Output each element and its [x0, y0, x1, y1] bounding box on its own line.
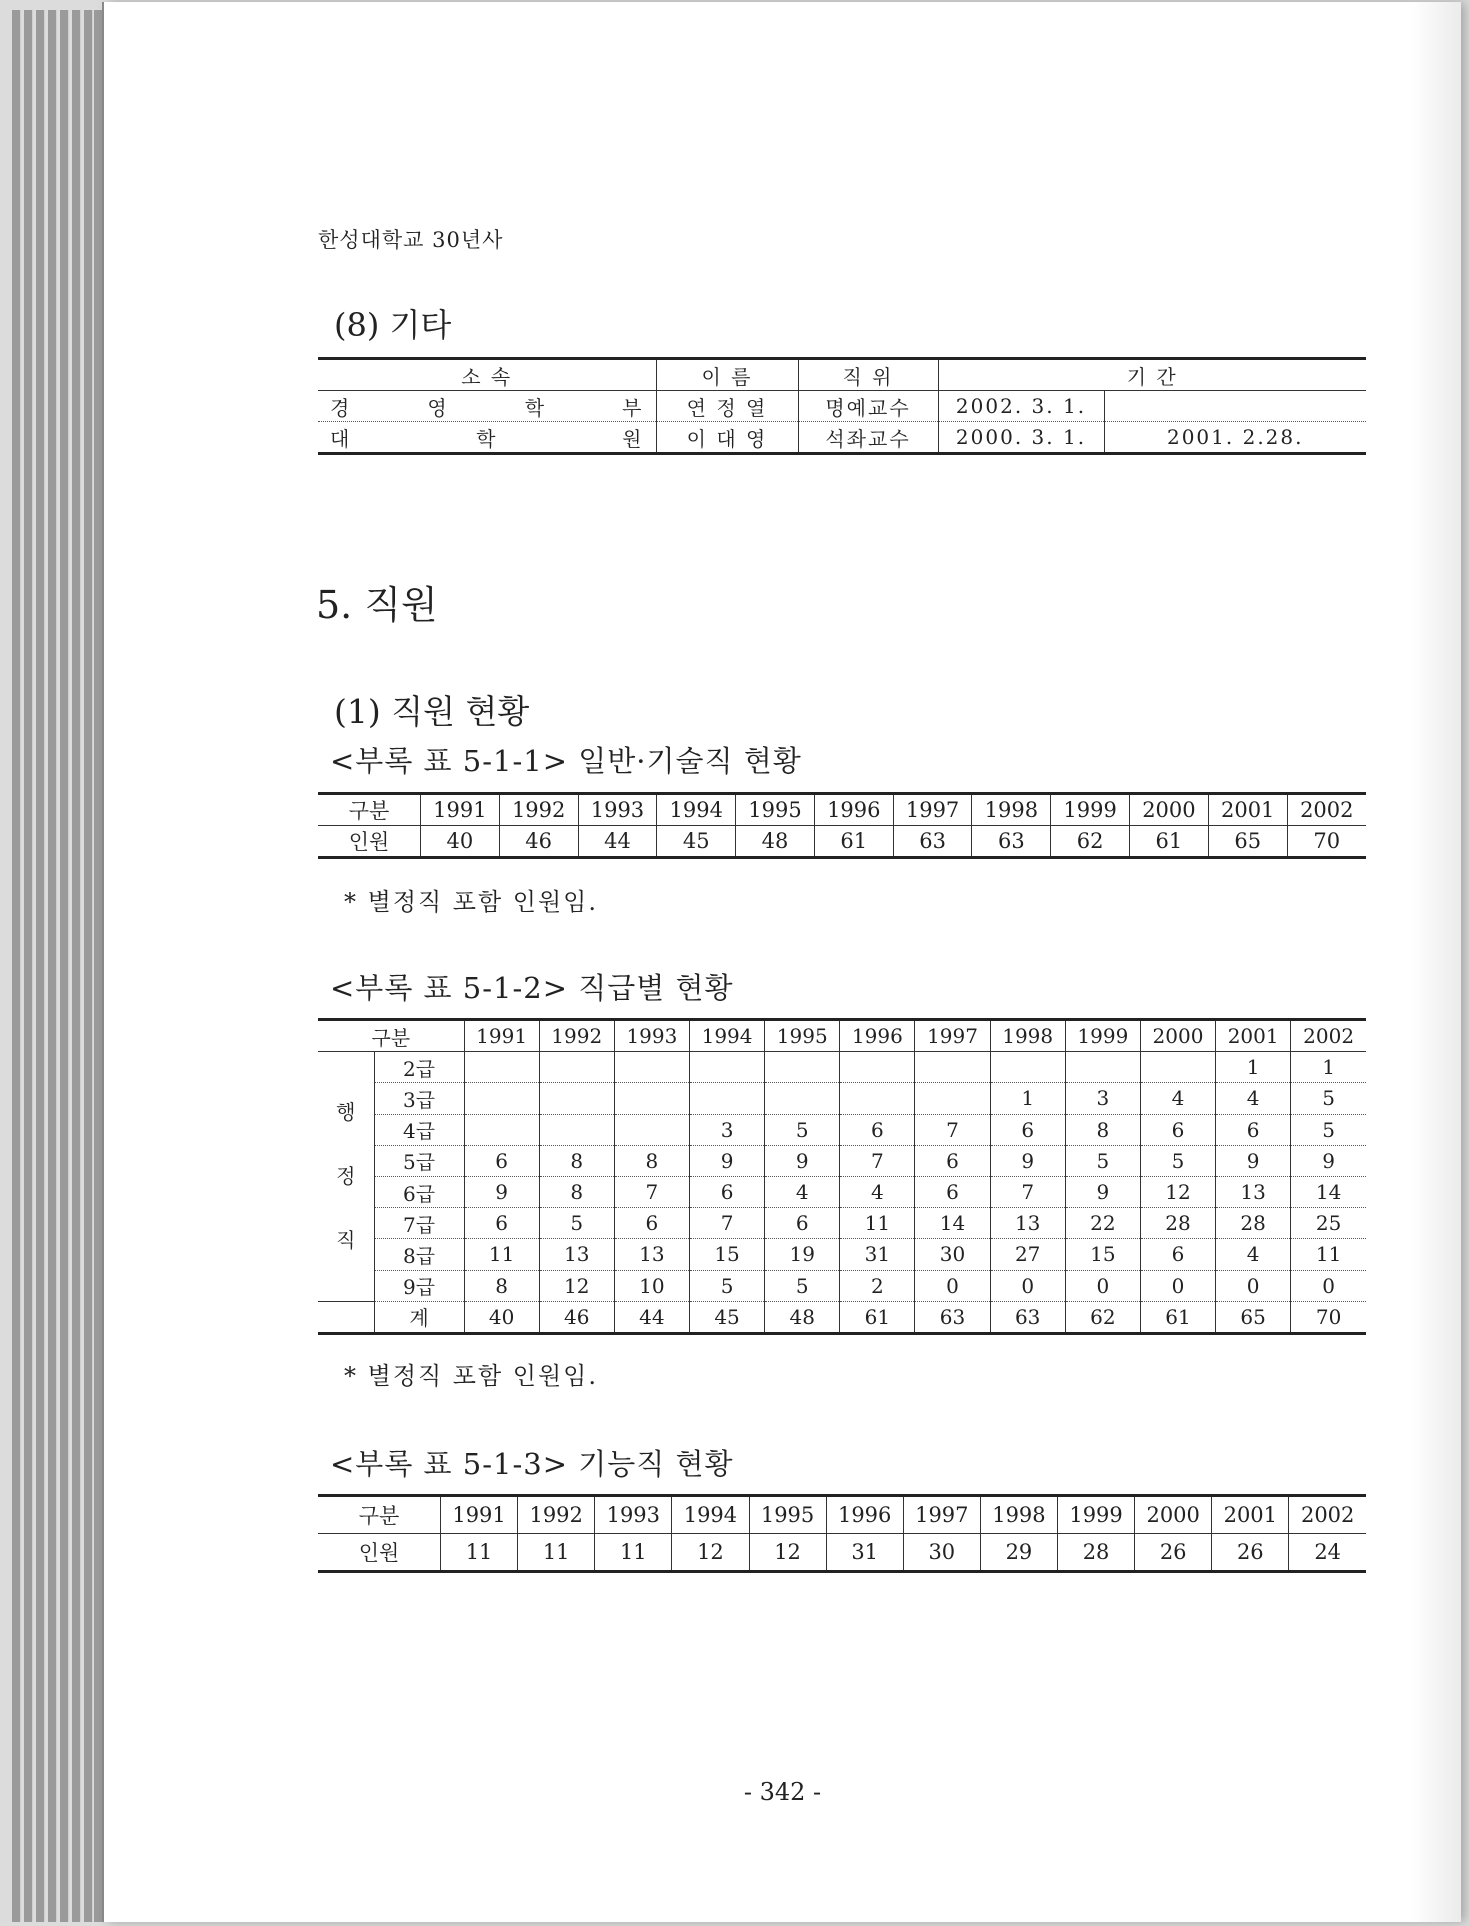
value-cell: 9: [464, 1176, 539, 1207]
value-cell: 4: [1216, 1083, 1291, 1114]
year-header-cell: 2002: [1291, 1020, 1366, 1052]
year-header-cell: 1999: [1058, 1496, 1135, 1534]
row-label-cell: 인원: [348, 830, 390, 854]
page-stack-edge: [24, 10, 33, 1922]
general-technical-staff-table: [318, 792, 1366, 859]
value-cell: 9: [1065, 1176, 1140, 1207]
value-cell: 11: [595, 1534, 672, 1572]
year-header-cell: 2002: [1289, 1496, 1366, 1534]
value-cell: 15: [1065, 1239, 1140, 1270]
value-cell: 3: [1065, 1083, 1140, 1114]
value-cell: 30: [915, 1239, 990, 1270]
value-cell: 0: [1291, 1270, 1366, 1301]
value-cell: 14: [915, 1208, 990, 1239]
end-date-cell: [1104, 391, 1366, 422]
page-stack-edge: [12, 10, 21, 1922]
value-cell: 8: [1065, 1114, 1140, 1145]
value-cell: 29: [980, 1534, 1057, 1572]
value-cell: 24: [1289, 1534, 1366, 1572]
affiliation-cell: 경 영 학 부: [318, 391, 656, 422]
value-cell: 8: [614, 1145, 689, 1176]
value-cell: 8: [539, 1145, 614, 1176]
affiliation-cell: 대 학 원: [330, 426, 644, 451]
year-header-cell: 1998: [980, 1496, 1057, 1534]
value-cell: 7: [990, 1176, 1065, 1207]
value-cell: 61: [814, 826, 893, 858]
section-8-heading: (8) 기타: [334, 306, 452, 344]
table-row: [318, 391, 1366, 422]
value-cell: 26: [1212, 1534, 1289, 1572]
position-cell: 석좌교수: [798, 422, 938, 454]
value-cell: [689, 1083, 764, 1114]
value-cell: 11: [441, 1534, 518, 1572]
value-cell: 6: [915, 1145, 990, 1176]
year-header-cell: 1998: [972, 794, 1051, 826]
value-cell: 11: [464, 1239, 539, 1270]
group-label-cell: [318, 1052, 374, 1302]
value-cell: 31: [840, 1239, 915, 1270]
year-header-cell: 1996: [814, 794, 893, 826]
value-cell: 14: [1291, 1176, 1366, 1207]
value-cell: [539, 1083, 614, 1114]
document-page: [104, 2, 1461, 1922]
total-value-cell: 46: [539, 1301, 614, 1333]
value-cell: 4: [1216, 1239, 1291, 1270]
column-header-period: 기 간: [938, 359, 1366, 391]
value-cell: 1: [1216, 1052, 1291, 1083]
table-row: [318, 1052, 1366, 1083]
value-cell: [1065, 1052, 1140, 1083]
value-cell: 6: [1216, 1114, 1291, 1145]
section-5-heading: 5. 직원: [316, 583, 438, 627]
value-cell: 26: [1135, 1534, 1212, 1572]
value-cell: [464, 1083, 539, 1114]
value-cell: 4: [1140, 1083, 1215, 1114]
column-header-name: 이 름: [656, 359, 798, 391]
table-row: [318, 422, 1366, 454]
position-cell: 명예교수: [798, 391, 938, 422]
value-cell: 5: [765, 1270, 840, 1301]
page-stack-edge: [72, 10, 81, 1922]
total-row: [318, 1301, 1366, 1333]
group-label-char: 행: [336, 1100, 356, 1125]
running-header: 한성대학교 30년사: [318, 228, 504, 252]
value-cell: [539, 1052, 614, 1083]
value-cell: 6: [614, 1208, 689, 1239]
value-cell: [990, 1052, 1065, 1083]
total-value-cell: 63: [990, 1301, 1065, 1333]
year-header-cell: 1997: [915, 1020, 990, 1052]
value-cell: 3: [689, 1114, 764, 1145]
value-cell: 5: [1065, 1145, 1140, 1176]
value-cell: 46: [499, 826, 578, 858]
year-header-cell: 1991: [464, 1020, 539, 1052]
name-cell: 이 대 영: [656, 422, 798, 454]
year-header-cell: 1999: [1051, 794, 1130, 826]
total-value-cell: 63: [915, 1301, 990, 1333]
year-header-cell: 1993: [614, 1020, 689, 1052]
value-cell: 5: [1291, 1083, 1366, 1114]
value-cell: 2: [840, 1270, 915, 1301]
value-cell: 7: [614, 1176, 689, 1207]
value-cell: 63: [893, 826, 972, 858]
grade-label-cell: 9급: [374, 1270, 464, 1301]
value-cell: 9: [990, 1145, 1065, 1176]
page-stack-edge: [48, 10, 57, 1922]
value-cell: [915, 1083, 990, 1114]
value-cell: 0: [915, 1270, 990, 1301]
value-cell: 9: [1216, 1145, 1291, 1176]
value-cell: 7: [840, 1145, 915, 1176]
year-header-cell: 2000: [1140, 1020, 1215, 1052]
value-cell: [840, 1052, 915, 1083]
year-header-cell: 1996: [826, 1496, 903, 1534]
value-cell: [765, 1052, 840, 1083]
value-cell: 15: [689, 1239, 764, 1270]
table-5-1-1-note: * 별정직 포함 인원임.: [344, 888, 598, 916]
year-header-cell: 1994: [657, 794, 736, 826]
value-cell: 6: [689, 1176, 764, 1207]
table-5-1-1-caption: <부록 표 5-1-1> 일반·기술직 현황: [330, 744, 802, 778]
end-date-cell: 2001. 2.28.: [1104, 422, 1366, 454]
column-header-affiliation: 소 속: [318, 359, 656, 391]
value-cell: 4: [765, 1176, 840, 1207]
staff-by-grade-table: [318, 1018, 1366, 1335]
grade-label-cell: 7급: [374, 1208, 464, 1239]
value-cell: 6: [840, 1114, 915, 1145]
value-cell: 6: [990, 1114, 1065, 1145]
value-cell: 28: [1058, 1534, 1135, 1572]
year-header-cell: 1997: [903, 1496, 980, 1534]
year-header-cell: 1995: [749, 1496, 826, 1534]
value-cell: 1: [1291, 1052, 1366, 1083]
value-cell: [464, 1052, 539, 1083]
year-header-cell: 1991: [421, 794, 500, 826]
value-cell: [614, 1052, 689, 1083]
year-header-cell: 1992: [539, 1020, 614, 1052]
page-stack-edge: [94, 10, 103, 1922]
value-cell: [464, 1114, 539, 1145]
year-header-cell: 1993: [578, 794, 657, 826]
start-date-cell: 2002. 3. 1.: [938, 391, 1104, 422]
subsection-1-heading: (1) 직원 현황: [334, 692, 530, 731]
total-value-cell: 48: [765, 1301, 840, 1333]
value-cell: 28: [1216, 1208, 1291, 1239]
year-header-cell: 1994: [672, 1496, 749, 1534]
year-header-cell: 1995: [736, 794, 815, 826]
year-header-cell: 2000: [1135, 1496, 1212, 1534]
value-cell: 65: [1208, 826, 1287, 858]
value-cell: 12: [672, 1534, 749, 1572]
functional-staff-table: [318, 1494, 1366, 1573]
group-label-char: 정: [336, 1164, 356, 1189]
year-header-cell: 1992: [518, 1496, 595, 1534]
total-label-cell: 계: [374, 1301, 464, 1333]
year-header-cell: 1995: [765, 1020, 840, 1052]
page-stack-edge: [36, 10, 45, 1922]
value-cell: 6: [765, 1208, 840, 1239]
total-value-cell: 45: [689, 1301, 764, 1333]
total-value-cell: 40: [464, 1301, 539, 1333]
year-header-cell: 1991: [441, 1496, 518, 1534]
value-cell: 19: [765, 1239, 840, 1270]
table-5-1-3-caption: <부록 표 5-1-3> 기능직 현황: [330, 1447, 734, 1481]
page-number: - 342 -: [743, 1778, 822, 1806]
table-row: [318, 1176, 1366, 1207]
grade-label-cell: 5급: [374, 1145, 464, 1176]
value-cell: 13: [990, 1208, 1065, 1239]
grade-label-cell: 8급: [374, 1239, 464, 1270]
value-cell: 12: [1140, 1176, 1215, 1207]
page-stack-edge: [84, 10, 93, 1922]
value-cell: 70: [1287, 826, 1366, 858]
table-row: [318, 1239, 1366, 1270]
year-header-cell: 1994: [689, 1020, 764, 1052]
grade-label-cell: 6급: [374, 1176, 464, 1207]
value-cell: [915, 1052, 990, 1083]
value-cell: 4: [840, 1176, 915, 1207]
table-row: [318, 1083, 1366, 1114]
value-cell: 28: [1140, 1208, 1215, 1239]
year-header-cell: 2000: [1130, 794, 1209, 826]
value-cell: 31: [826, 1534, 903, 1572]
year-header-cell: 2002: [1287, 794, 1366, 826]
group-label-char: 직: [336, 1228, 356, 1253]
value-cell: [689, 1052, 764, 1083]
total-value-cell: 44: [614, 1301, 689, 1333]
page-shadow: [1411, 2, 1461, 1922]
grade-label-cell: 3급: [374, 1083, 464, 1114]
value-cell: 1: [990, 1083, 1065, 1114]
total-value-cell: 61: [840, 1301, 915, 1333]
value-cell: 48: [736, 826, 815, 858]
value-cell: 5: [765, 1114, 840, 1145]
page-stack-edge: [60, 10, 69, 1922]
total-value-cell: 70: [1291, 1301, 1366, 1333]
value-cell: 5: [689, 1270, 764, 1301]
value-cell: 0: [1140, 1270, 1215, 1301]
value-cell: 45: [657, 826, 736, 858]
row-label-cell: 인원: [358, 1541, 400, 1565]
header-label-cell: 구분: [318, 1496, 441, 1534]
value-cell: 62: [1051, 826, 1130, 858]
year-header-cell: 1997: [893, 794, 972, 826]
value-cell: 12: [539, 1270, 614, 1301]
value-cell: 9: [765, 1145, 840, 1176]
value-cell: [1140, 1052, 1215, 1083]
value-cell: 25: [1291, 1208, 1366, 1239]
total-value-cell: 65: [1216, 1301, 1291, 1333]
start-date-cell: 2000. 3. 1.: [938, 422, 1104, 454]
value-cell: 22: [1065, 1208, 1140, 1239]
table-row: [318, 1208, 1366, 1239]
value-cell: 5: [1291, 1114, 1366, 1145]
value-cell: 61: [1130, 826, 1209, 858]
year-header-cell: 1996: [840, 1020, 915, 1052]
grade-label-cell: 2급: [374, 1052, 464, 1083]
value-cell: 40: [421, 826, 500, 858]
total-spacer-cell: [318, 1301, 374, 1333]
grade-label-cell: 4급: [374, 1114, 464, 1145]
value-cell: 6: [915, 1176, 990, 1207]
value-cell: 7: [689, 1208, 764, 1239]
value-cell: [765, 1083, 840, 1114]
year-header-cell: 2001: [1216, 1020, 1291, 1052]
value-cell: 13: [539, 1239, 614, 1270]
value-cell: 5: [1140, 1145, 1215, 1176]
value-cell: 9: [689, 1145, 764, 1176]
value-cell: 27: [990, 1239, 1065, 1270]
value-cell: 8: [464, 1270, 539, 1301]
value-cell: 6: [1140, 1239, 1215, 1270]
total-value-cell: 62: [1065, 1301, 1140, 1333]
total-value-cell: 61: [1140, 1301, 1215, 1333]
misc-staff-table: [318, 357, 1366, 455]
value-cell: 12: [749, 1534, 826, 1572]
year-header-cell: 1998: [990, 1020, 1065, 1052]
year-header-cell: 1993: [595, 1496, 672, 1534]
value-cell: 13: [1216, 1176, 1291, 1207]
value-cell: 7: [915, 1114, 990, 1145]
value-cell: 6: [1140, 1114, 1215, 1145]
value-cell: 0: [1216, 1270, 1291, 1301]
value-cell: 11: [1291, 1239, 1366, 1270]
year-header-cell: 1999: [1065, 1020, 1140, 1052]
value-cell: 44: [578, 826, 657, 858]
header-label-cell: 구분: [318, 794, 421, 826]
header-label-cell: 구분: [318, 1020, 464, 1052]
value-cell: 0: [1065, 1270, 1140, 1301]
table-5-1-2-note: * 별정직 포함 인원임.: [344, 1362, 598, 1390]
value-cell: 63: [972, 826, 1051, 858]
year-header-cell: 1992: [499, 794, 578, 826]
year-header-cell: 2001: [1208, 794, 1287, 826]
value-cell: 11: [840, 1208, 915, 1239]
name-cell: 연 정 열: [656, 391, 798, 422]
table-row: [318, 1145, 1366, 1176]
value-cell: 5: [539, 1208, 614, 1239]
value-cell: 30: [903, 1534, 980, 1572]
value-cell: [539, 1114, 614, 1145]
table-row: [318, 1270, 1366, 1301]
column-header-position: 직 위: [798, 359, 938, 391]
value-cell: 8: [539, 1176, 614, 1207]
value-cell: 0: [990, 1270, 1065, 1301]
value-cell: 6: [464, 1145, 539, 1176]
value-cell: 13: [614, 1239, 689, 1270]
value-cell: 9: [1291, 1145, 1366, 1176]
value-cell: [614, 1083, 689, 1114]
year-header-cell: 2001: [1212, 1496, 1289, 1534]
value-cell: [614, 1114, 689, 1145]
value-cell: [840, 1083, 915, 1114]
value-cell: 6: [464, 1208, 539, 1239]
table-5-1-2-caption: <부록 표 5-1-2> 직급별 현황: [330, 971, 734, 1005]
value-cell: 11: [518, 1534, 595, 1572]
table-row: [318, 1114, 1366, 1145]
value-cell: 10: [614, 1270, 689, 1301]
